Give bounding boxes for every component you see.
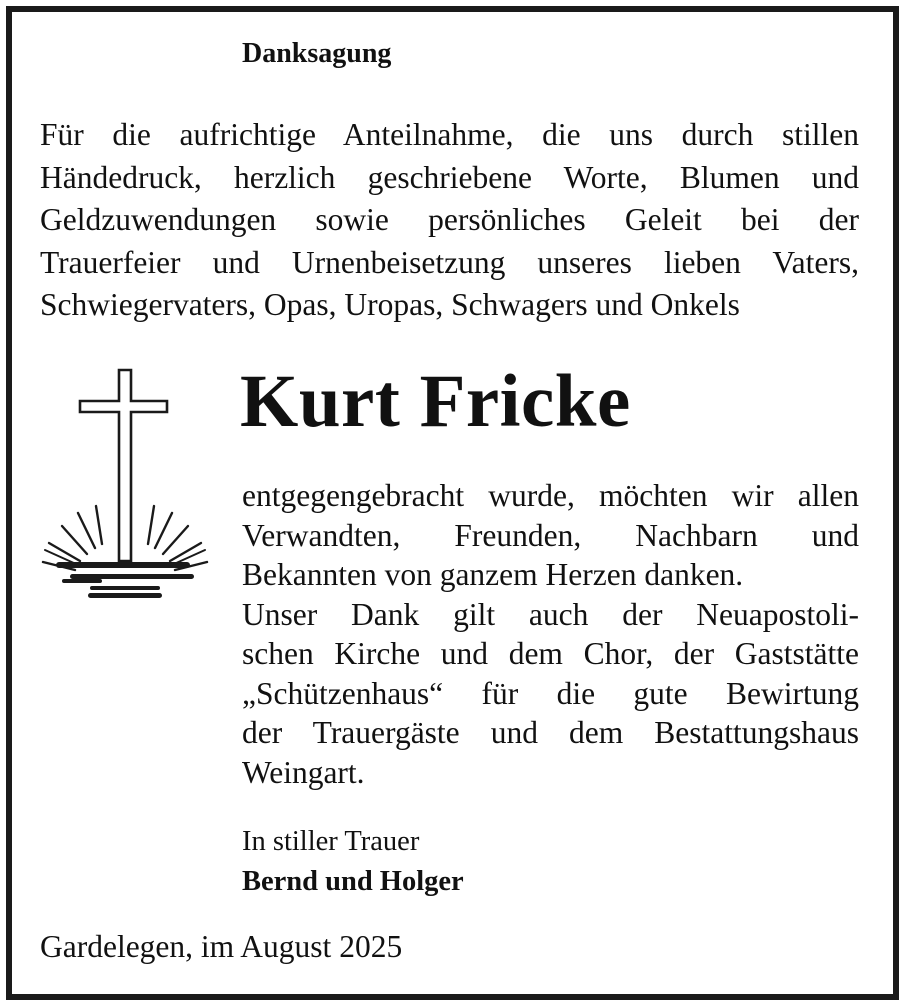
intro-line: Händedruck, herzlich geschriebene Worte, Blumen und	[40, 159, 859, 195]
thanks-line: Bekannten von ganzem Herzen danken.	[242, 557, 744, 592]
cross-sunrise-waves-icon	[40, 368, 210, 600]
thanks-line: schen Kirche und dem Chor, der Gaststätte	[242, 636, 859, 671]
thanks-line: „Schützenhaus“ für die gute Bewirtung	[242, 675, 859, 711]
thanks-line: Weingart.	[242, 754, 365, 790]
thanks-line: Unser Dank gilt auch der Neuapostoli-	[242, 596, 859, 632]
place-date: Gardelegen, im August 2025	[40, 929, 403, 964]
thanks-paragraph	[242, 476, 859, 792]
thanks-line: Verwandten, Freunden, Nachbarn und	[242, 517, 859, 553]
notice-heading: Danksagung	[242, 38, 392, 69]
intro-line: Trauerfeier und Urnenbeisetzung unseres lieben Vaters,	[40, 244, 859, 280]
thanks-line: der Trauergäste und dem Bestattungshaus	[242, 715, 859, 750]
intro-line: Schwiegervaters, Opas, Uropas, Schwagers und Onkels	[40, 287, 740, 322]
deceased-name: Kurt Fricke	[240, 360, 631, 443]
mourning-line: In stiller Trauer	[242, 826, 420, 857]
signers-names: Bernd und Holger	[242, 866, 464, 897]
thanks-line: entgegengebracht wurde, möchten wir allen	[242, 478, 859, 513]
intro-paragraph	[40, 114, 859, 327]
intro-line: Geldzuwendungen sowie persönliches Geleit bei der	[40, 202, 859, 237]
intro-line: Für die aufrichtige Anteilnahme, die uns durch stillen	[40, 117, 859, 152]
